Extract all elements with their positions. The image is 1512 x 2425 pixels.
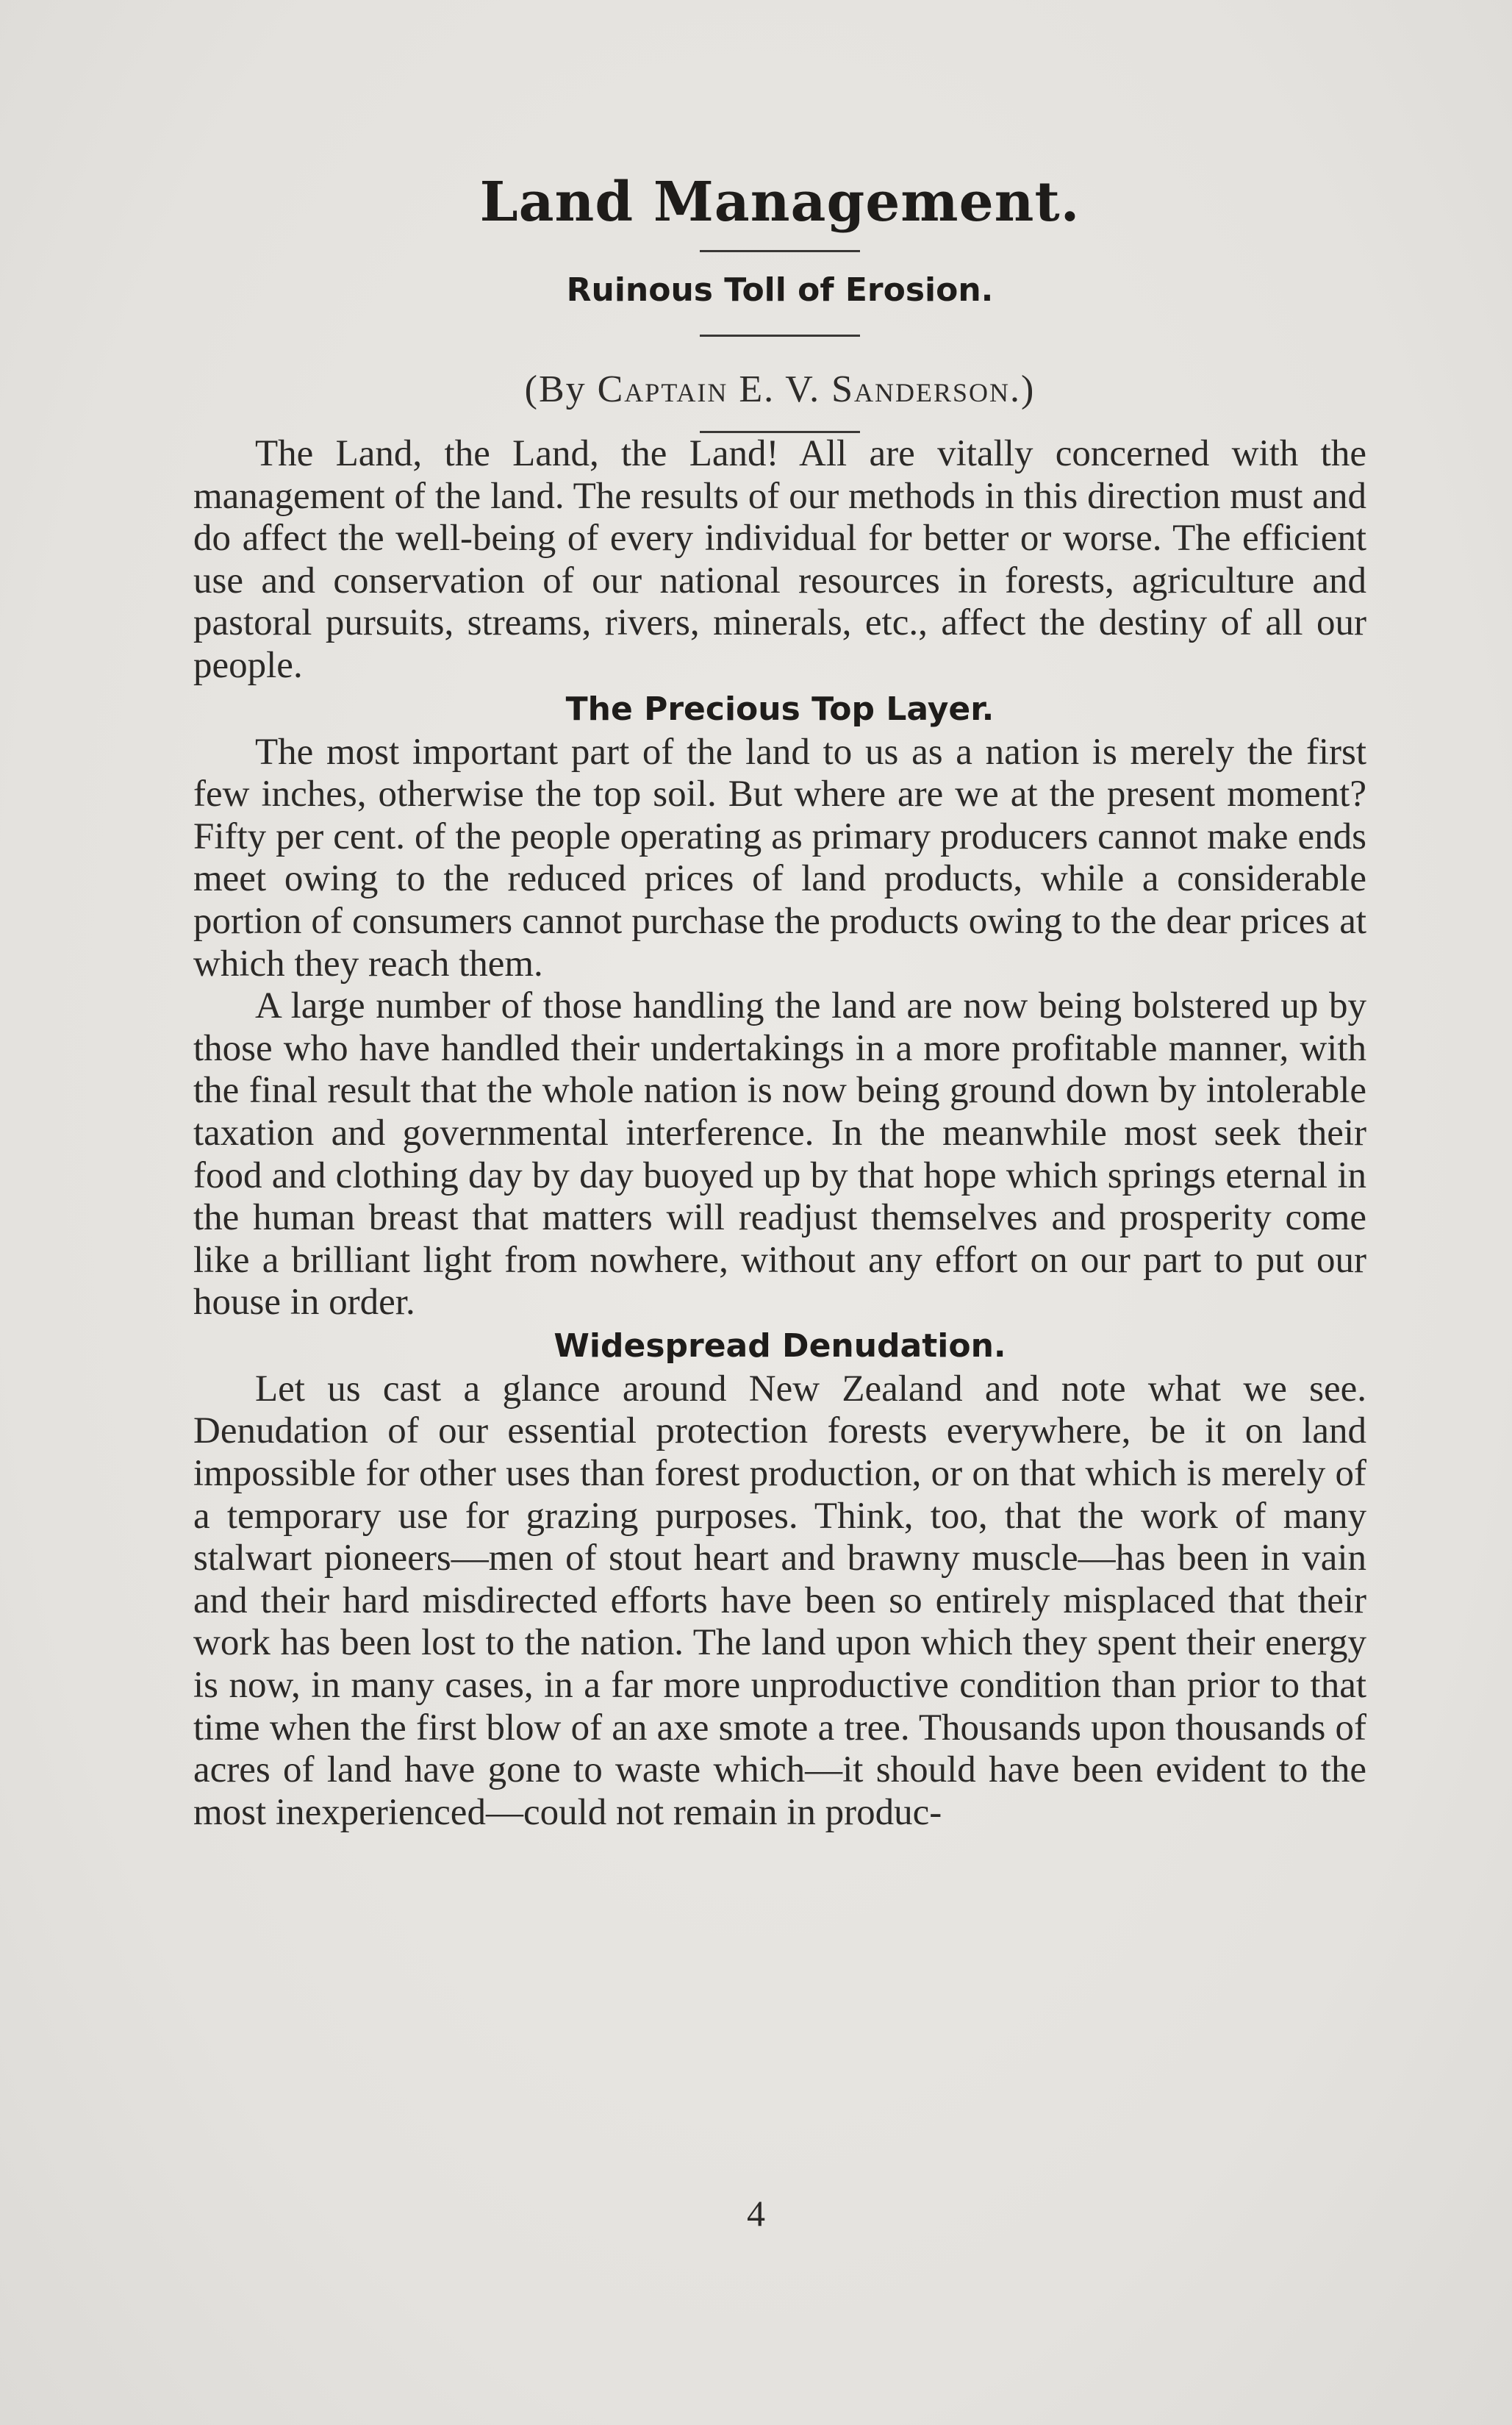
- byline-open: (By: [524, 368, 598, 410]
- byline-initials: E. V.: [728, 368, 832, 410]
- paragraph-top-layer-2: A large number of those handling the land are now being bolstered up by those who have handled their undertakings in a more profitable manner, with the final result that the whole nation is now being ground down by intolerable taxation and governmental interference. In the meanwhile most seek their food and clothing day by day buoyed up by that hope which springs eternal in the human breast that matters will readjust themselves and prosperity come like a brilliant light from nowhere, without any effort on our part to put our house in order.: [193, 985, 1366, 1324]
- article-title: Land Management.: [479, 171, 1081, 234]
- article-column: [193, 165, 1366, 1834]
- article-subtitle: Ruinous Toll of Erosion.: [566, 271, 994, 309]
- title-divider: [700, 250, 860, 252]
- author-byline: [193, 365, 1366, 415]
- byline-close: .): [1010, 368, 1036, 410]
- section-heading-top-layer: The Precious Top Layer.: [565, 690, 995, 728]
- intro-paragraph: The Land, the Land, the Land! All are vitally concerned with the management of the land. The results of our methods in this direction must and do affect the well-being of every individual for better or worse. The efficient use and conservation of our national resources in forests, agriculture and pastoral pursuits, streams, rivers, minerals, etc., affect the destiny of all our people.: [193, 433, 1366, 686]
- paragraph-denudation-1: Let us cast a glance around New Zealand and note what we see. Denudation of our essential protection forests everywhere, be it on land impossible for other uses than forest production, or on that which is merely of a temporary use for grazing purposes. Think, too, that the work of many stalwart pioneers—men of stout heart and brawny muscle—has been in vain and their hard misdirected efforts have been so entirely misplaced that their work has been lost to the nation. The land upon which they spent their energy is now, in many cases, in a far more unproductive condition than prior to that time when the first blow of an axe smote a tree. Thousands upon thousands of acres of land have gone to waste which—it should have been evident to the most inexperienced—could not remain in produc-: [193, 1368, 1366, 1833]
- byline-rank: Captain: [597, 368, 728, 410]
- section-heading-denudation: Widespread Denudation.: [553, 1326, 1006, 1365]
- byline-surname: Sanderson: [831, 368, 1011, 410]
- page-number: 4: [747, 2193, 765, 2234]
- paragraph-top-layer-1: The most important part of the land to us as a nation is merely the first few inches, otherwise the top soil. But where are we at the present moment? Fifty per cent. of the people operating as primary producers cannot make ends meet owing to the reduced prices of land products, while a considerable portion of consumers cannot purchase the products owing to the dear prices at which they reach them.: [193, 731, 1366, 985]
- subtitle-divider: [700, 335, 860, 337]
